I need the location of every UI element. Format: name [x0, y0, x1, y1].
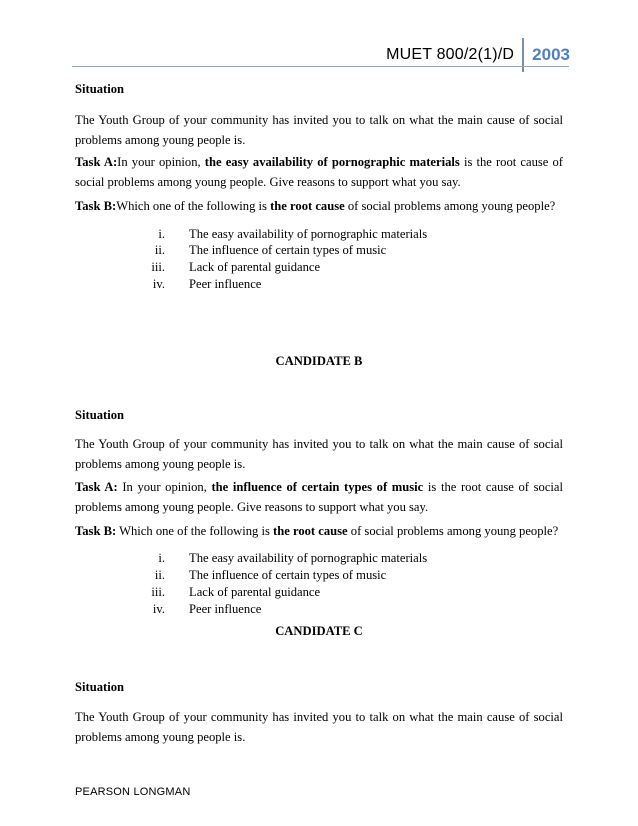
task-a-post: is the root cause of social problems among young people. Give reasons to support what you say. — [75, 480, 564, 514]
task-a-label: Task A: — [75, 480, 118, 494]
task-b-bold: the root cause — [270, 199, 345, 213]
situation-text-b: The Youth Group of your community has invited you to talk on what the main cause of social problems among young people is. — [75, 437, 563, 471]
task-a-pre: In your opinion, — [117, 480, 212, 494]
document-year: 2003 — [532, 45, 570, 64]
header-rule — [72, 66, 569, 67]
task-b-label: Task B: — [75, 524, 117, 538]
document-code: MUET 800/2(1)/D — [386, 46, 515, 63]
page-footer: PEARSON LONGMAN — [75, 786, 191, 798]
task-a-b — [75, 477, 563, 517]
option-text: Peer influence — [189, 602, 262, 616]
task-a-post: is the root cause of social problems among young people. Give reasons to support what you say. — [75, 155, 563, 189]
option-text: Lack of parental guidance — [189, 585, 321, 599]
task-b-b — [75, 521, 563, 541]
task-b-post: of social problems among young people? — [344, 199, 556, 213]
option-text: Lack of parental guidance — [189, 260, 321, 274]
option-text: Peer influence — [189, 277, 262, 291]
option-text: The influence of certain types of music — [189, 243, 387, 257]
task-b-label: Task B: — [75, 199, 117, 213]
situation-text-c: The Youth Group of your community has invited you to talk on what the main cause of social problems among young people is. — [75, 710, 563, 744]
task-a-a — [75, 152, 563, 192]
option-text: The easy availability of pornographic materials — [189, 551, 428, 565]
candidate-b-title: CANDIDATE B — [275, 354, 363, 368]
situation-heading-a: Situation — [75, 82, 124, 96]
option-number: ii. — [154, 568, 165, 582]
task-a-label: Task A: — [75, 155, 118, 169]
task-a-pre: In your opinion, — [117, 155, 205, 169]
task-b-pre: Which one of the following is — [116, 199, 271, 213]
option-number: i. — [158, 551, 165, 565]
situation-heading-c: Situation — [75, 680, 124, 694]
task-b-a — [75, 196, 563, 216]
option-number: i. — [158, 227, 165, 241]
option-number: ii. — [154, 243, 165, 257]
option-number: iii. — [151, 260, 165, 274]
task-b-post: of social problems among young people? — [347, 524, 559, 538]
task-a-bold: the influence of certain types of music — [211, 480, 424, 494]
situation-heading-b: Situation — [75, 408, 124, 422]
option-number: iv. — [152, 277, 165, 291]
task-b-bold: the root cause — [273, 524, 348, 538]
option-text: The easy availability of pornographic materials — [189, 227, 428, 241]
option-number: iv. — [152, 602, 165, 616]
option-number: iii. — [151, 585, 165, 599]
candidate-c-title: CANDIDATE C — [275, 624, 363, 638]
option-text: The influence of certain types of music — [189, 568, 387, 582]
task-b-pre: Which one of the following is — [116, 524, 274, 538]
task-a-bold: the easy availability of pornographic materials — [204, 155, 460, 169]
situation-text-a: The Youth Group of your community has invited you to talk on what the main cause of social problems among young people is. — [75, 113, 563, 147]
